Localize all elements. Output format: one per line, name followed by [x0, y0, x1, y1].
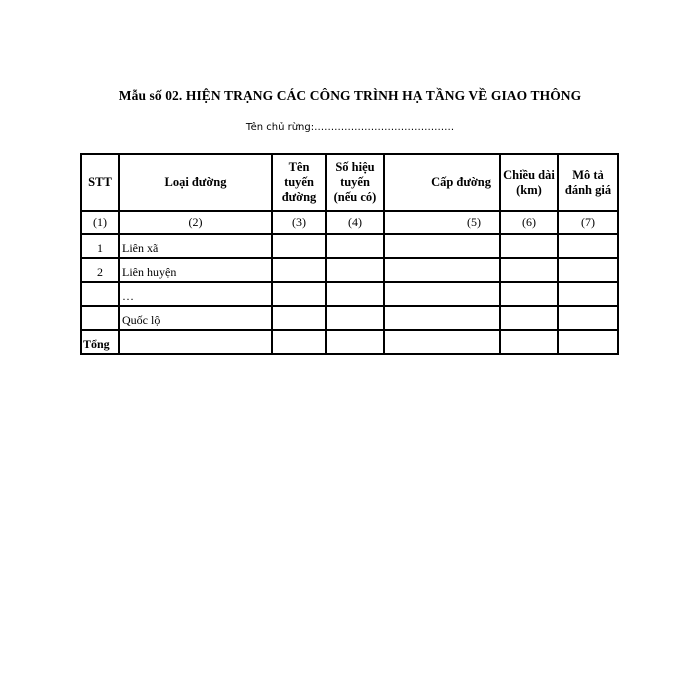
- row-cell: [384, 258, 500, 282]
- header-route-name: Tên tuyến đường: [272, 154, 326, 211]
- table-total-row: [81, 330, 618, 354]
- row-cell: [272, 282, 326, 306]
- infrastructure-table: [80, 153, 619, 355]
- row-cell: [384, 330, 500, 354]
- row-cell: [326, 234, 384, 258]
- row-cell: [500, 234, 558, 258]
- table-row: [81, 282, 618, 306]
- header-road-type: Loại đường: [119, 154, 272, 211]
- row-road-type: Liên xã: [119, 234, 272, 258]
- header-grade: Cấp đường: [384, 154, 500, 211]
- row-cell: [558, 258, 618, 282]
- row-road-type: Quốc lộ: [119, 306, 272, 330]
- column-number: (3): [272, 211, 326, 234]
- column-number: (7): [558, 211, 618, 234]
- row-cell: [384, 234, 500, 258]
- column-number: (1): [81, 211, 119, 234]
- table-header-row: [81, 154, 618, 211]
- column-number: (2): [119, 211, 272, 234]
- row-cell: [272, 258, 326, 282]
- row-stt: [81, 306, 119, 330]
- row-cell: [558, 306, 618, 330]
- row-cell: [384, 282, 500, 306]
- table-row: [81, 258, 618, 282]
- total-label: Tổng: [81, 330, 119, 354]
- table-row: [81, 234, 618, 258]
- row-cell: [272, 306, 326, 330]
- column-number: (4): [326, 211, 384, 234]
- row-cell: [384, 306, 500, 330]
- document-title: Mẫu số 02. HIỆN TRẠNG CÁC CÔNG TRÌNH HẠ TẦNG VỀ GIAO THÔNG: [118, 88, 582, 103]
- row-cell: [272, 330, 326, 354]
- row-cell: [500, 330, 558, 354]
- row-cell: [326, 306, 384, 330]
- row-road-type: Liên huyện: [119, 258, 272, 282]
- table-row: [81, 306, 618, 330]
- header-assessment: Mô tả đánh giá: [558, 154, 618, 211]
- row-stt: 1: [81, 234, 119, 258]
- row-road-type: [119, 330, 272, 354]
- row-cell: [558, 330, 618, 354]
- row-cell: [558, 282, 618, 306]
- header-stt: STT: [81, 154, 119, 211]
- row-cell: [558, 234, 618, 258]
- column-number: (5): [384, 211, 500, 234]
- row-stt: [81, 282, 119, 306]
- row-cell: [326, 282, 384, 306]
- row-road-type: …: [119, 282, 272, 306]
- row-cell: [272, 234, 326, 258]
- row-cell: [500, 306, 558, 330]
- row-cell: [326, 258, 384, 282]
- column-number-row: [81, 211, 618, 234]
- header-length: Chiều dài (km): [500, 154, 558, 211]
- forest-owner-line: Tên chủ rừng:……………………………………: [245, 122, 455, 133]
- row-cell: [500, 258, 558, 282]
- row-stt: 2: [81, 258, 119, 282]
- row-cell: [326, 330, 384, 354]
- row-cell: [500, 282, 558, 306]
- header-route-code: Số hiệu tuyến (nếu có): [326, 154, 384, 211]
- column-number: (6): [500, 211, 558, 234]
